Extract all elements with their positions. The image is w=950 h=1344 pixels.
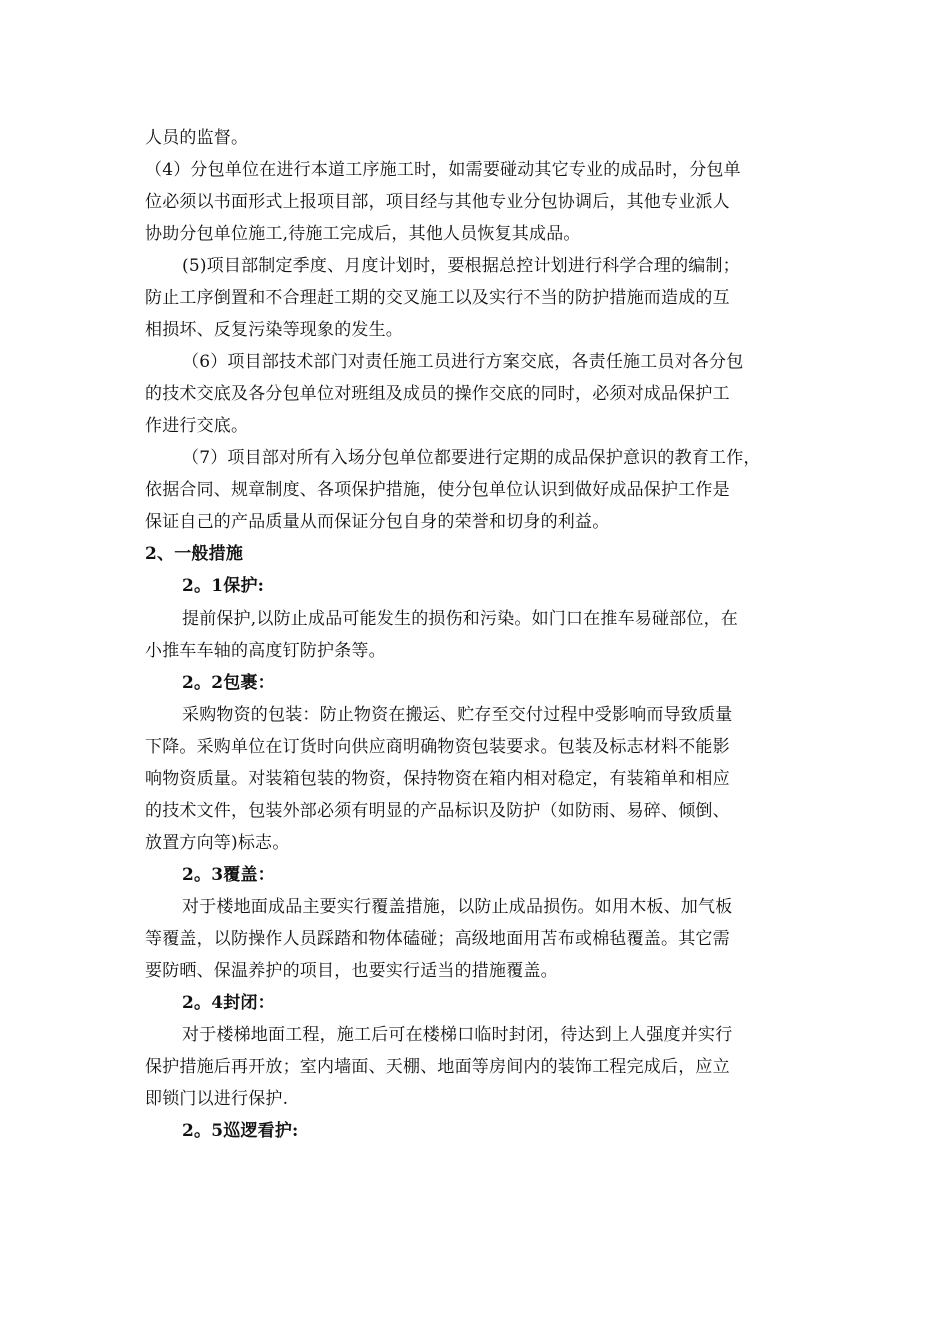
text-line: 等覆盖，以防操作人员踩踏和物体磕碰；高级地面用苫布或棉毡覆盖。其它需 bbox=[145, 929, 730, 949]
text-line: 保证自己的产品质量从而保证分包自身的荣誉和切身的利益。 bbox=[145, 512, 610, 532]
text-line: （4）分包单位在进行本道工序施工时，如需要碰动其它专业的成品时，分包单 bbox=[145, 160, 741, 180]
text-line: 响物资质量。对装箱包装的物资，保持物资在箱内相对稳定，有装箱单和相应 bbox=[145, 769, 730, 789]
text-line: 提前保护,以防止成品可能发生的损伤和污染。如门口在推车易碰部位，在 bbox=[182, 609, 739, 629]
text-line: 要防晒、保温养护的项目，也要实行适当的措施覆盖。 bbox=[145, 961, 558, 981]
text-line: 对于楼梯地面工程，施工后可在楼梯口临时封闭，待达到上人强度并实行 bbox=[182, 1025, 733, 1045]
text-line: 的技术文件，包装外部必须有明显的产品标识及防护（如防雨、易碎、倾倒、 bbox=[145, 801, 730, 821]
text-line: 防止工序倒置和不合理赶工期的交叉施工以及实行不当的防护措施而造成的互 bbox=[145, 288, 730, 308]
text-line: 放置方向等)标志。 bbox=[145, 833, 290, 853]
subsection-heading: 2。5巡逻看护: bbox=[182, 1121, 299, 1141]
section-heading: 2、一般措施 bbox=[145, 544, 244, 564]
subsection-heading: 2。4封闭： bbox=[182, 993, 275, 1013]
text-line: 相损坏、反复污染等现象的发生。 bbox=[145, 320, 403, 340]
text-line: 小推车车轴的高度钉防护条等。 bbox=[145, 641, 386, 661]
text-line: 采购物资的包装：防止物资在搬运、贮存至交付过程中受影响而导致质量 bbox=[182, 705, 733, 725]
text-line: （6）项目部技术部门对责任施工员进行方案交底，各责任施工员对各分包 bbox=[182, 352, 744, 372]
text-line: （7）项目部对所有入场分包单位都要进行定期的成品保护意识的教育工作， bbox=[182, 448, 761, 468]
text-line: 保护措施后再开放；室内墙面、天棚、地面等房间内的装饰工程完成后，应立 bbox=[145, 1057, 730, 1077]
text-line: 人员的监督。 bbox=[145, 128, 249, 148]
subsection-heading: 2。2包裹： bbox=[182, 673, 275, 693]
text-line: 协助分包单位施工,待施工完成后，其他人员恢复其成品。 bbox=[145, 224, 581, 244]
text-line: 的技术交底及各分包单位对班组及成员的操作交底的同时，必须对成品保护工 bbox=[145, 384, 730, 404]
text-line: 即锁门以进行保护. bbox=[145, 1089, 289, 1109]
text-line: (5)项目部制定季度、月度计划时，要根据总控计划进行科学合理的编制； bbox=[182, 256, 740, 276]
text-line: 下降。采购单位在订货时向供应商明确物资包装要求。包装及标志材料不能影 bbox=[145, 737, 730, 757]
text-line: 对于楼地面成品主要实行覆盖措施，以防止成品损伤。如用木板、加气板 bbox=[182, 897, 733, 917]
subsection-heading: 2。1保护: bbox=[182, 576, 265, 596]
text-line: 依据合同、规章制度、各项保护措施，使分包单位认识到做好成品保护工作是 bbox=[145, 480, 730, 500]
text-line: 作进行交底。 bbox=[145, 416, 249, 436]
subsection-heading: 2。3覆盖： bbox=[182, 865, 275, 885]
text-line: 位必须以书面形式上报项目部，项目经与其他专业分包协调后，其他专业派人 bbox=[145, 192, 730, 212]
